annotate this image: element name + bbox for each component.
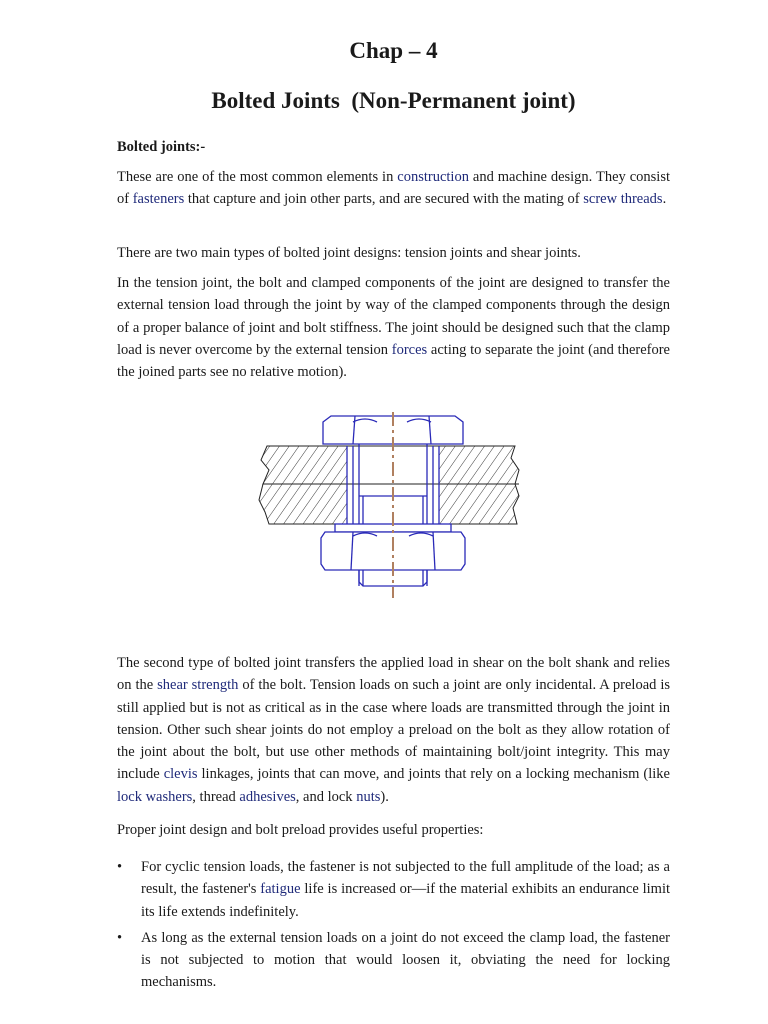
list-item xyxy=(117,856,670,923)
para4-text-5: , and lock xyxy=(295,788,357,805)
para1-text-2: and machine design. They consist of xyxy=(117,169,670,208)
paragraph-types xyxy=(117,242,670,264)
paragraph-intro xyxy=(117,166,670,211)
page-title: Bolted Joints (Non-Permanent joint) xyxy=(211,88,576,113)
link-nuts[interactable]: nuts xyxy=(356,788,381,805)
section-heading: Bolted joints:- xyxy=(117,139,206,155)
bullet1-text-2: life is increased or—if the material exhibits an endurance limit its life extends indefinitely. xyxy=(141,881,671,920)
link-fatigue[interactable]: fatigue xyxy=(260,881,301,898)
link-shear-strength[interactable]: shear strength xyxy=(157,677,239,694)
bolted-joint-diagram xyxy=(257,408,521,598)
paragraph-shear-joint xyxy=(117,652,670,808)
paragraph-tension-joint xyxy=(117,272,670,383)
para1-text-4: . xyxy=(662,191,667,208)
bullet1-text-1: For cyclic tension loads, the fastener is not subjected to the full amplitude of the load; as a result, the fastener's xyxy=(141,859,670,898)
link-construction[interactable]: construction xyxy=(397,169,469,185)
link-lock-washers[interactable]: lock washers xyxy=(117,788,193,805)
para4-text-4: , thread xyxy=(192,788,240,805)
para4-text-2: of the bolt. Tension loads on such a joint are only incidental. A preload is still applied but is not as critical as in the case where loads are transmitted through the joint in tension. Other such shear joints do not employ a preload on the bolt as they allow rotation of the joint about the bolt, but use other methods of maintaining bolt/joint integrity. This may include xyxy=(117,677,670,783)
clamped-plates xyxy=(259,446,519,524)
bullet-marker: • xyxy=(117,859,123,875)
paragraph-properties xyxy=(117,819,670,841)
bottom-plate-right xyxy=(439,484,519,524)
list-item xyxy=(117,927,670,994)
para4-text-1: The second type of bolted joint transfers the applied load in shear on the bolt shank and relies on the xyxy=(117,655,670,694)
para3-text-1: In the tension joint, the bolt and clamped components of the joint are designed to transfer the external tension load through the joint by way of the clamped components through the design of a proper balance of joint and bolt stiffness. The joint should be designed such that the clamp load is never overcome by the external tension xyxy=(117,275,670,358)
link-screw-threads[interactable]: screw threads xyxy=(583,191,663,208)
para4-text-6: ). xyxy=(380,788,389,805)
para3-text-2: acting to separate the joint (and therefore the joined parts see no relative motion). xyxy=(117,341,670,381)
bottom-plate-left xyxy=(259,484,347,524)
link-clevis[interactable]: clevis xyxy=(163,766,198,783)
link-forces[interactable]: forces xyxy=(391,341,428,358)
bullet2-text-1: As long as the external tension loads on a joint do not exceed the clamp load, the fastener is not subjected to motion that would loosen it, obviating the need for locking mechanisms. xyxy=(141,929,670,991)
properties-list xyxy=(117,856,670,998)
top-plate-left xyxy=(261,446,347,484)
para2-text: There are two main types of bolted joint designs: tension joints and shear joints. xyxy=(117,245,581,261)
chapter-heading: Chap – 4 xyxy=(349,38,438,63)
top-plate-right xyxy=(439,446,519,484)
para4-text-3: linkages, joints that can move, and joints that rely on a locking mechanism (like xyxy=(197,766,670,783)
para1-text-1: These are one of the most common elements in xyxy=(117,169,398,185)
link-fasteners[interactable]: fasteners xyxy=(132,191,185,208)
link-adhesives[interactable]: adhesives xyxy=(239,788,296,805)
bullet-marker: • xyxy=(117,929,123,946)
para5-text: Proper joint design and bolt preload provides useful properties: xyxy=(117,822,484,838)
para1-text-3: that capture and join other parts, and are secured with the mating of xyxy=(184,191,584,208)
